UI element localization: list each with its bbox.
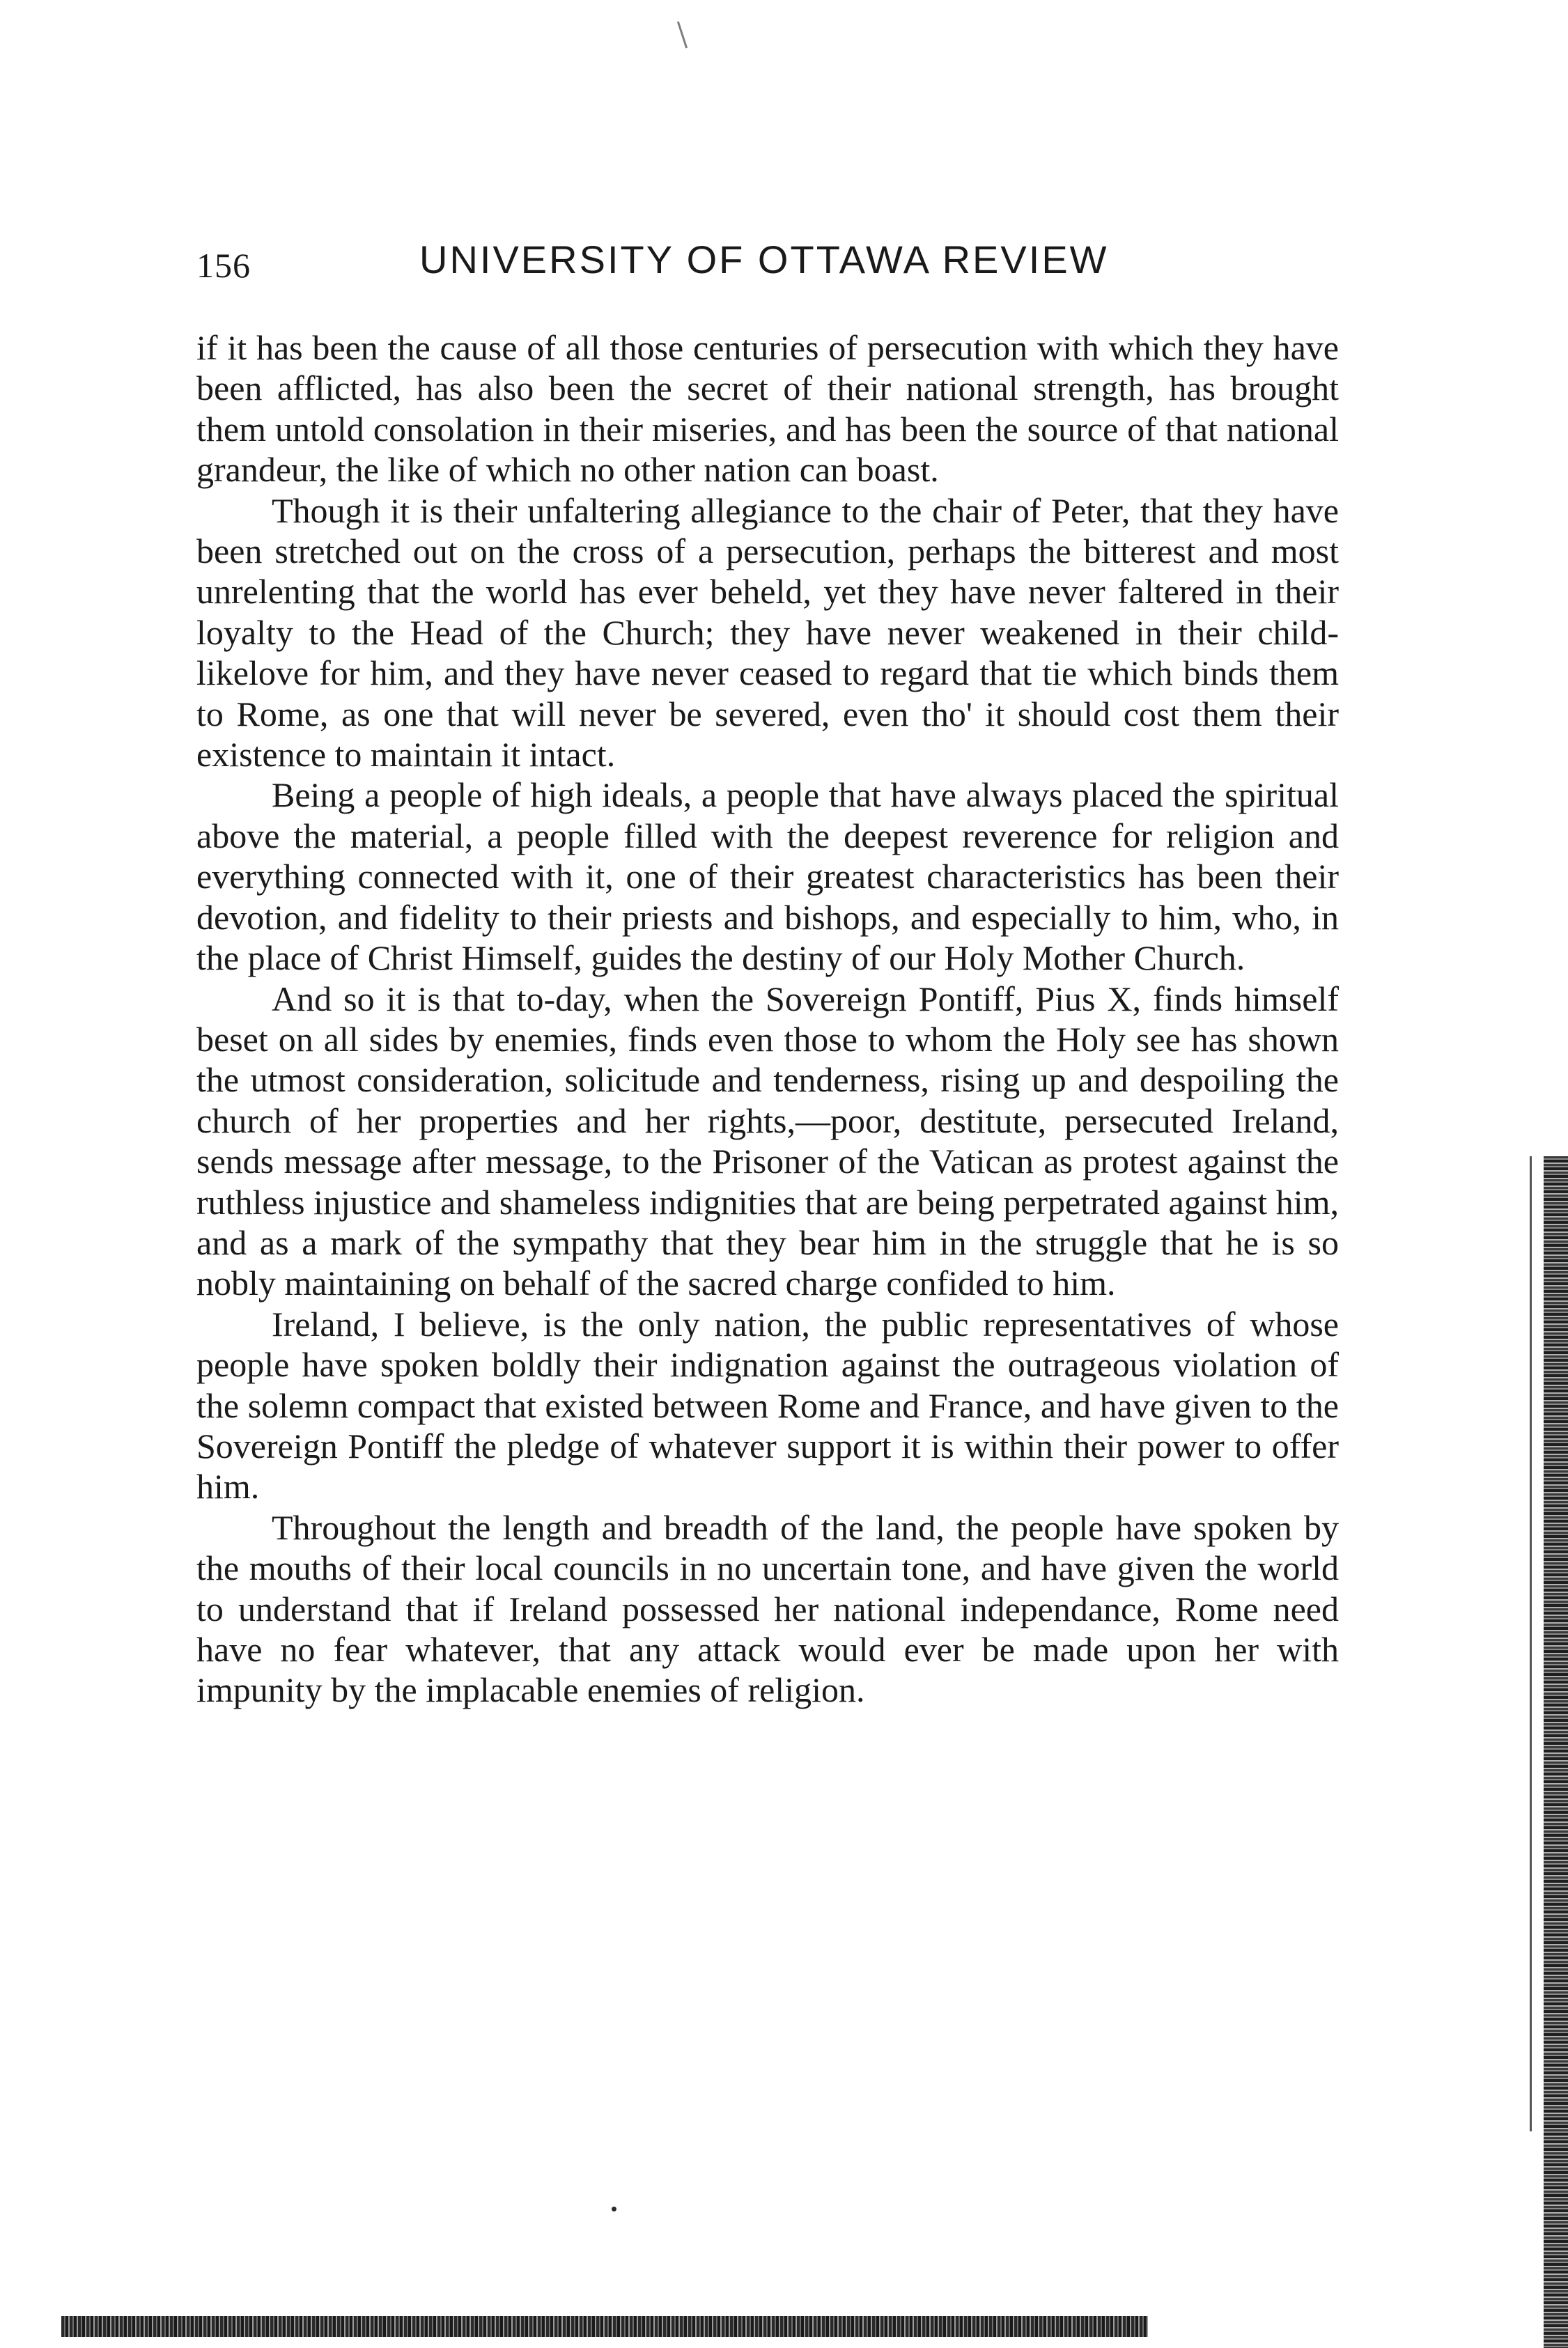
binding-edge-line [1530,1156,1532,2131]
paragraph-5: Ireland, I believe, is the only nation, the public representatives of whose people have spoken boldly their indignation against the outrageous violation of the solemn compact that existed between Rome and France, and have given to the Sovereign Pontiff the pledge of whatever support it is within their power to offer him. [196,1304,1339,1507]
binding-spine-strip [1544,1156,1568,2348]
bottom-scan-strip [61,2316,1148,2337]
paragraph-3: Being a people of high ideals, a people that have always placed the spiritual above the material, a people filled with the deepest reverence for religion and everything connected with it, one of their greatest characteristics has been their devotion, and fidelity to their priests and bishops, and especially to him, who, in the place of Christ Himself, guides the destiny of our Holy Mother Church. [196,775,1339,978]
paragraph-1: if it has been the cause of all those centuries of persecution with which they have been afflicted, has also been the secret of their national strength, has brought them untold consolation in their miseries, and has been the source of that national grandeur, the like of which no other nation can boast. [196,328,1339,490]
scan-speck [677,22,688,49]
running-title: UNIVERSITY OF OTTAWA REVIEW [419,238,1109,281]
article-body [196,327,1339,1711]
paragraph-4: And so it is that to-day, when the Sovereign Pontiff, Pius X, finds himself beset on all sides by enemies, finds even those to whom the Holy see has shown the utmost consideration, solicitude and tenderness, rising up and despoiling the church of her properties and her rights,—poor, destitute, persecuted Ireland, sends message after message, to the Prisoner of the Vatican as protest against the ruthless injustice and shameless indignities that are being perpetrated against him, and as a mark of the sympathy that they bear him in the struggle that he is so nobly maintaining on behalf of the sacred charge confided to him. [196,979,1339,1303]
paragraph-2: Though it is their unfaltering allegiance to the chair of Peter, that they have been stretched out on the cross of a persecution, perhaps the bitterest and most unrelenting that the world has ever beheld, yet they have never faltered in their loyalty to the Head of the Church; they have never weakened in their child-likelove for him, and they have never ceased to regard that tie which binds them to Rome, as one that will never be severed, even tho' it should cost them their existence to maintain it intact. [196,490,1339,775]
page-number: 156 [196,246,251,285]
paragraph-6: Throughout the length and breadth of the land, the people have spoken by the mouths of their local councils in no uncertain tone, and have given the world to understand that if Ireland possessed her national independance, Rome need have no fear whatever, that any attack would ever be made upon her with impunity by the implacable enemies of religion. [196,1507,1339,1710]
page-header [196,237,1339,300]
scan-dot [612,2207,616,2211]
